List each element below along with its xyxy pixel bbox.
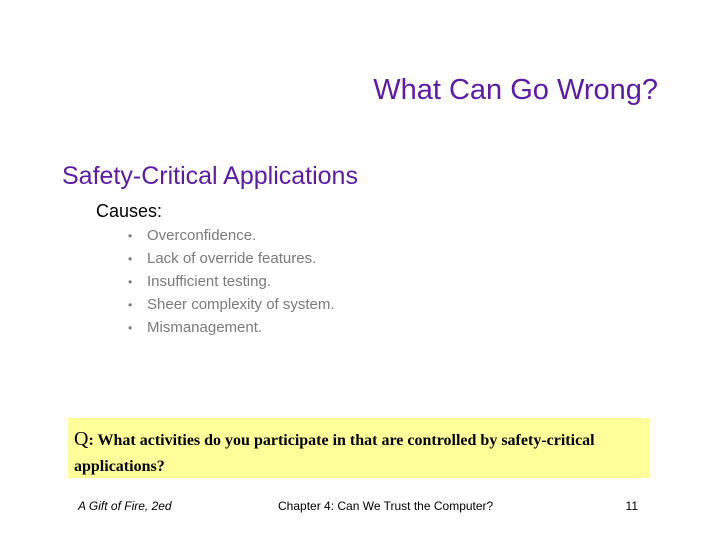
list-item-text: Overconfidence.	[147, 227, 257, 244]
list-item-text: Mismanagement.	[147, 319, 263, 336]
list-item	[128, 295, 335, 318]
list-item-text: Sheer complexity of system.	[147, 296, 335, 313]
slide-title: What Can Go Wrong?	[373, 74, 658, 106]
list-item	[128, 226, 335, 249]
footer-chapter: Chapter 4: Can We Trust the Computer?	[278, 499, 494, 513]
question-callout	[68, 418, 649, 478]
bullet-icon: •	[128, 321, 133, 335]
section-heading: Safety-Critical Applications	[62, 162, 358, 190]
list-item-text: Lack of override features.	[147, 250, 317, 267]
footer-book-title: A Gift of Fire, 2ed	[78, 499, 172, 513]
bullet-icon: •	[128, 252, 133, 266]
bullet-icon: •	[128, 298, 133, 312]
question-prefix: Q	[74, 428, 89, 450]
list-item-text: Insufficient testing.	[147, 273, 271, 290]
bullet-icon: •	[128, 275, 133, 289]
causes-label: Causes:	[96, 201, 163, 221]
question-body: : What activities do you participate in that are controlled by safety-critical applications?	[74, 432, 595, 475]
list-item	[128, 249, 335, 272]
causes-list	[128, 226, 335, 341]
bullet-icon: •	[128, 229, 133, 243]
list-item	[128, 318, 335, 341]
question-text	[74, 426, 644, 480]
page-number: 11	[625, 499, 638, 513]
list-item	[128, 272, 335, 295]
